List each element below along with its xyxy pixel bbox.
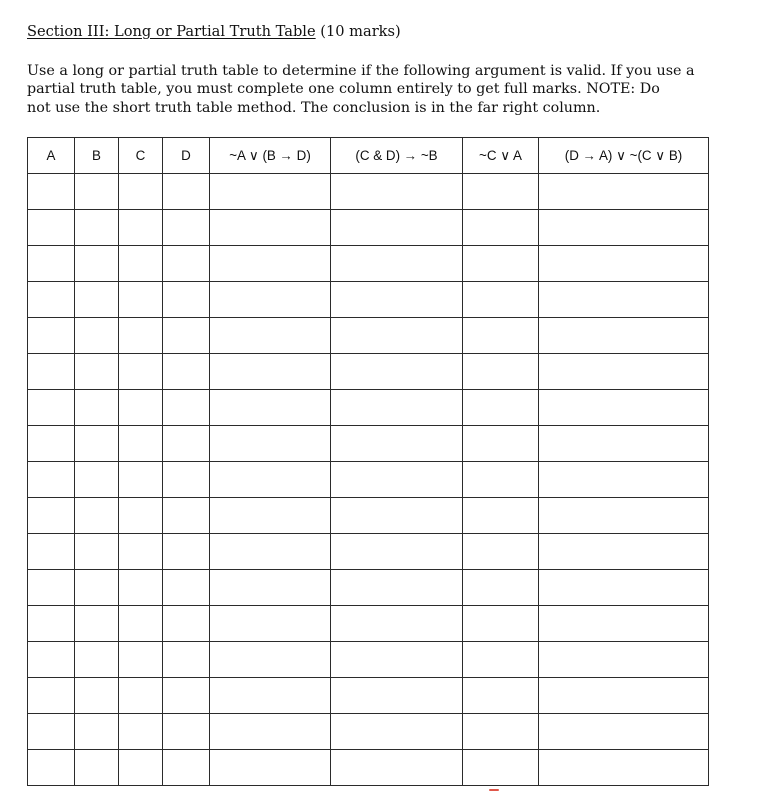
table-cell[interactable]: [119, 282, 163, 318]
table-cell[interactable]: [210, 642, 331, 678]
section-marks: (10 marks): [320, 23, 401, 40]
table-row: [28, 750, 709, 786]
table-cell[interactable]: [119, 426, 163, 462]
table-cell[interactable]: [28, 426, 75, 462]
table-cell[interactable]: [463, 606, 539, 642]
table-cell[interactable]: [163, 462, 210, 498]
table-cell[interactable]: [539, 210, 709, 246]
table-cell[interactable]: [28, 498, 75, 534]
table-cell[interactable]: [539, 246, 709, 282]
table-cell[interactable]: [463, 534, 539, 570]
table-cell[interactable]: [28, 282, 75, 318]
table-cell[interactable]: [28, 714, 75, 750]
table-cell[interactable]: [539, 282, 709, 318]
table-cell[interactable]: [163, 678, 210, 714]
table-cell[interactable]: [210, 678, 331, 714]
col-header-conclusion: (D → A) ∨ ~(C ∨ B): [539, 138, 709, 174]
table-cell[interactable]: [28, 750, 75, 786]
table-row: [28, 678, 709, 714]
table-cell[interactable]: [210, 282, 331, 318]
col-header-d: D: [163, 138, 210, 174]
table-cell[interactable]: [210, 318, 331, 354]
table-cell[interactable]: [75, 498, 119, 534]
col-header-c: C: [119, 138, 163, 174]
table-cell[interactable]: [539, 750, 709, 786]
table-row: [28, 246, 709, 282]
table-cell[interactable]: [463, 678, 539, 714]
table-cell[interactable]: [28, 390, 75, 426]
table-row: [28, 498, 709, 534]
table-cell[interactable]: [210, 462, 331, 498]
table-cell[interactable]: [75, 390, 119, 426]
table-cell[interactable]: [539, 534, 709, 570]
table-cell[interactable]: [75, 462, 119, 498]
table-cell[interactable]: [463, 390, 539, 426]
table-cell[interactable]: [331, 534, 463, 570]
table-cell[interactable]: [119, 642, 163, 678]
table-cell[interactable]: [163, 750, 210, 786]
table-cell[interactable]: [210, 354, 331, 390]
table-cell[interactable]: [28, 354, 75, 390]
table-cell[interactable]: [163, 534, 210, 570]
table-cell[interactable]: [119, 498, 163, 534]
table-cell[interactable]: [331, 570, 463, 606]
table-cell[interactable]: [28, 534, 75, 570]
table-cell[interactable]: [163, 210, 210, 246]
table-cell[interactable]: [331, 462, 463, 498]
table-cell[interactable]: [28, 678, 75, 714]
table-cell[interactable]: [75, 534, 119, 570]
table-cell[interactable]: [331, 246, 463, 282]
table-cell[interactable]: [331, 282, 463, 318]
table-row: [28, 390, 709, 426]
table-cell[interactable]: [463, 318, 539, 354]
table-cell[interactable]: [75, 318, 119, 354]
table-cell[interactable]: [119, 678, 163, 714]
table-cell[interactable]: [210, 606, 331, 642]
table-cell[interactable]: [331, 714, 463, 750]
table-cell[interactable]: [75, 174, 119, 210]
table-cell[interactable]: [210, 534, 331, 570]
table-cell[interactable]: [210, 570, 331, 606]
table-cell[interactable]: [119, 246, 163, 282]
table-cell[interactable]: [331, 642, 463, 678]
table-cell[interactable]: [463, 426, 539, 462]
table-cell[interactable]: [463, 498, 539, 534]
table-cell[interactable]: [119, 606, 163, 642]
table-row: [28, 282, 709, 318]
table-cell[interactable]: [539, 642, 709, 678]
table-row: [28, 462, 709, 498]
table-cell[interactable]: [28, 174, 75, 210]
table-cell[interactable]: [463, 750, 539, 786]
table-cell[interactable]: [28, 210, 75, 246]
table-row: [28, 354, 709, 390]
truth-table-body: [28, 174, 709, 786]
table-cell[interactable]: [75, 678, 119, 714]
instructions: [27, 62, 747, 117]
table-cell[interactable]: [539, 678, 709, 714]
table-cell[interactable]: [28, 318, 75, 354]
table-row: [28, 318, 709, 354]
table-cell[interactable]: [28, 246, 75, 282]
table-cell[interactable]: [539, 570, 709, 606]
table-cell[interactable]: [331, 174, 463, 210]
table-cell[interactable]: [119, 534, 163, 570]
table-cell[interactable]: [75, 282, 119, 318]
table-cell[interactable]: [463, 246, 539, 282]
table-cell[interactable]: [163, 714, 210, 750]
table-cell[interactable]: [75, 642, 119, 678]
table-cell[interactable]: [163, 606, 210, 642]
table-cell[interactable]: [28, 462, 75, 498]
header-row: [28, 138, 709, 174]
table-cell[interactable]: [75, 750, 119, 786]
table-cell[interactable]: [119, 354, 163, 390]
table-cell[interactable]: [163, 246, 210, 282]
table-cell[interactable]: [163, 390, 210, 426]
truth-table: [27, 137, 709, 786]
table-cell[interactable]: [75, 570, 119, 606]
table-cell[interactable]: [463, 462, 539, 498]
table-cell[interactable]: [163, 498, 210, 534]
table-cell[interactable]: [463, 174, 539, 210]
table-cell[interactable]: [163, 642, 210, 678]
table-cell[interactable]: [163, 318, 210, 354]
table-row: [28, 534, 709, 570]
table-cell[interactable]: [210, 498, 331, 534]
table-cell[interactable]: [28, 642, 75, 678]
table-cell[interactable]: [463, 210, 539, 246]
table-cell[interactable]: [163, 570, 210, 606]
table-row: [28, 426, 709, 462]
table-cell[interactable]: [163, 174, 210, 210]
red-pen-mark: [489, 789, 499, 791]
table-row: [28, 174, 709, 210]
table-cell[interactable]: [75, 606, 119, 642]
table-cell[interactable]: [119, 390, 163, 426]
table-cell[interactable]: [539, 390, 709, 426]
table-cell[interactable]: [539, 318, 709, 354]
table-cell[interactable]: [210, 750, 331, 786]
table-cell[interactable]: [539, 174, 709, 210]
table-row: [28, 714, 709, 750]
table-cell[interactable]: [463, 642, 539, 678]
table-cell[interactable]: [539, 462, 709, 498]
table-cell[interactable]: [75, 246, 119, 282]
instruction-line: Use a long or partial truth table to determine if the following argument is valid. If you use a: [27, 63, 695, 79]
table-cell[interactable]: [331, 426, 463, 462]
table-cell[interactable]: [119, 714, 163, 750]
table-row: [28, 642, 709, 678]
table-cell[interactable]: [331, 354, 463, 390]
table-cell[interactable]: [119, 210, 163, 246]
table-cell[interactable]: [75, 210, 119, 246]
table-cell[interactable]: [210, 714, 331, 750]
table-cell[interactable]: [539, 354, 709, 390]
table-cell[interactable]: [210, 426, 331, 462]
table-cell[interactable]: [331, 318, 463, 354]
table-cell[interactable]: [463, 354, 539, 390]
table-cell[interactable]: [331, 498, 463, 534]
table-cell[interactable]: [163, 354, 210, 390]
table-cell[interactable]: [210, 210, 331, 246]
table-cell[interactable]: [539, 498, 709, 534]
table-cell[interactable]: [28, 570, 75, 606]
table-cell[interactable]: [331, 678, 463, 714]
table-cell[interactable]: [331, 606, 463, 642]
table-cell[interactable]: [163, 426, 210, 462]
table-cell[interactable]: [331, 750, 463, 786]
table-cell[interactable]: [210, 174, 331, 210]
table-cell[interactable]: [463, 282, 539, 318]
table-cell[interactable]: [210, 390, 331, 426]
table-cell[interactable]: [119, 318, 163, 354]
table-cell[interactable]: [119, 750, 163, 786]
col-header-premise-3: ~C ∨ A: [463, 138, 539, 174]
table-cell[interactable]: [463, 570, 539, 606]
table-cell[interactable]: [163, 282, 210, 318]
table-cell[interactable]: [331, 390, 463, 426]
section-heading: [27, 23, 401, 40]
instruction-line: not use the short truth table method. The conclusion is in the far right column.: [27, 99, 601, 116]
col-header-premise-2: (C & D) → ~B: [331, 138, 463, 174]
table-cell[interactable]: [119, 570, 163, 606]
table-cell[interactable]: [75, 714, 119, 750]
col-header-premise-1: ~A ∨ (B → D): [210, 138, 331, 174]
col-header-b: B: [75, 138, 119, 174]
table-cell[interactable]: [28, 606, 75, 642]
table-cell[interactable]: [539, 714, 709, 750]
table-cell[interactable]: [539, 426, 709, 462]
table-row: [28, 210, 709, 246]
instruction-line: partial truth table, you must complete one column entirely to get full marks. NOTE: Do: [27, 81, 660, 98]
table-cell[interactable]: [75, 354, 119, 390]
table-cell[interactable]: [463, 714, 539, 750]
table-cell[interactable]: [119, 174, 163, 210]
table-cell[interactable]: [119, 462, 163, 498]
table-row: [28, 606, 709, 642]
table-cell[interactable]: [539, 606, 709, 642]
table-row: [28, 570, 709, 606]
col-header-a: A: [28, 138, 75, 174]
table-cell[interactable]: [331, 210, 463, 246]
section-title: Section III: Long or Partial Truth Table: [27, 23, 316, 40]
table-cell[interactable]: [75, 426, 119, 462]
table-cell[interactable]: [210, 246, 331, 282]
